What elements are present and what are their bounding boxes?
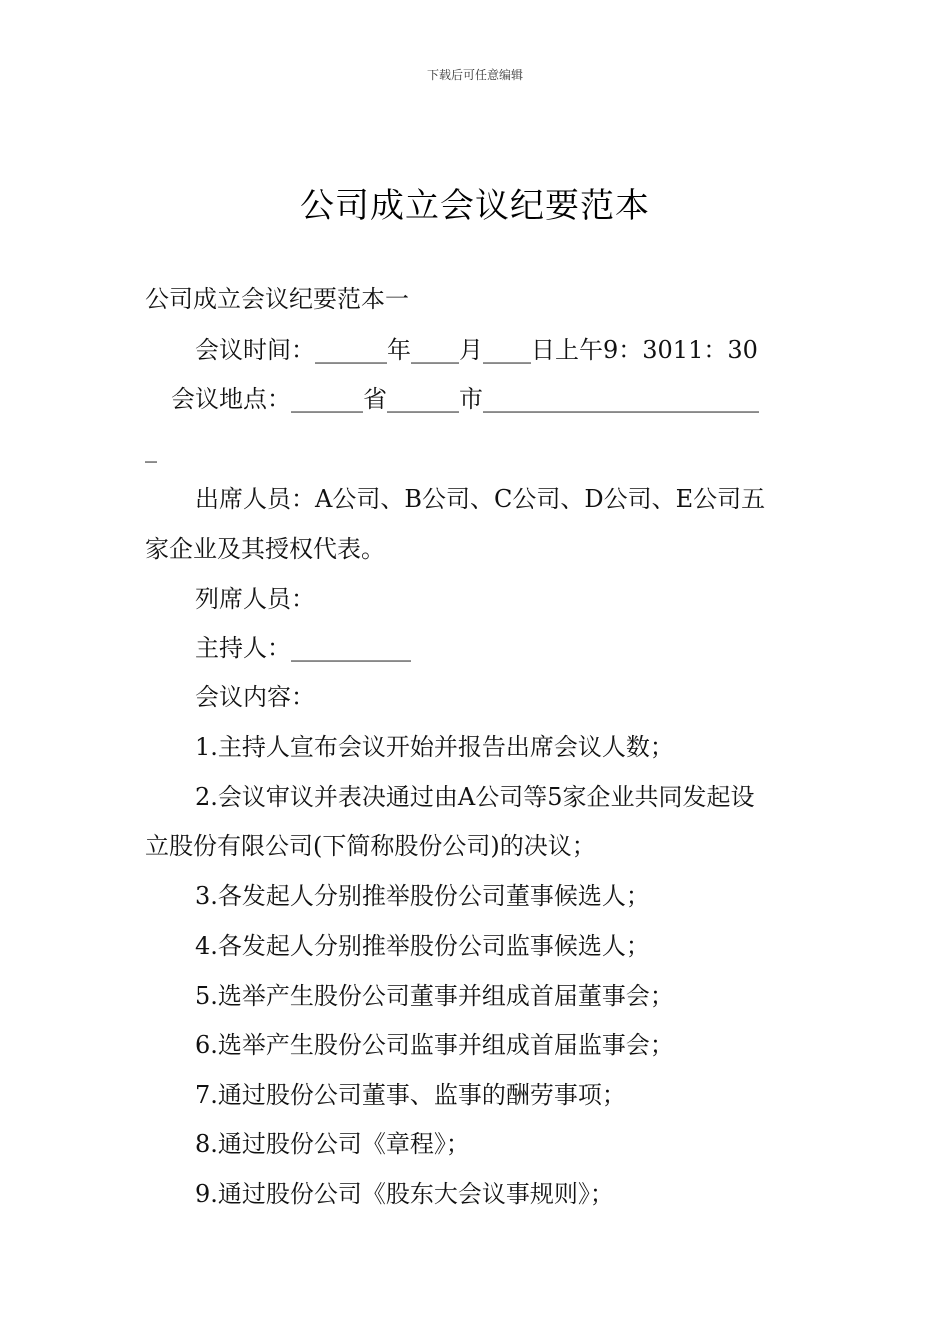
list-item: 1.主持人宣布会议开始并报告出席会议人数； <box>195 733 674 761</box>
list-item: 8.通过股份公司《章程》； <box>195 1130 470 1158</box>
page-header-note: 下载后可任意编辑 <box>426 68 523 82</box>
list-item: 6.选举产生股份公司监事并组成首届监事会； <box>195 1031 674 1059</box>
host: 主持人：__________ <box>195 634 411 662</box>
list-item: 2.会议审议并表决通过由A公司等5家企业共同发起设 <box>195 783 755 811</box>
meeting-location-continued: _ <box>145 435 157 463</box>
list-item: 3.各发起人分别推举股份公司董事候选人； <box>195 882 650 910</box>
list-item: 7.通过股份公司董事、监事的酬劳事项； <box>195 1081 626 1109</box>
meeting-time: 会议时间：______年____月____日上午9：3011：30 <box>195 336 758 364</box>
meeting-location: 会议地点：______省______市_______________________ <box>171 385 759 413</box>
list-item: 5.选举产生股份公司董事并组成首届董事会； <box>195 982 674 1010</box>
attendees-line-2: 家企业及其授权代表。 <box>145 535 385 563</box>
document-subtitle: 公司成立会议纪要范本一 <box>145 285 409 313</box>
observers: 列席人员： <box>195 585 315 613</box>
list-item: 4.各发起人分别推举股份公司监事候选人； <box>195 932 650 960</box>
list-item: 9.通过股份公司《股东大会议事规则》； <box>195 1180 614 1208</box>
list-item-continued: 立股份有限公司(下简称股份公司)的决议； <box>145 832 596 860</box>
attendees-line-1: 出席人员：A公司、B公司、C公司、D公司、E公司五 <box>195 485 766 513</box>
document-title: 公司成立会议纪要范本 <box>300 186 650 226</box>
content-heading: 会议内容： <box>195 683 315 711</box>
